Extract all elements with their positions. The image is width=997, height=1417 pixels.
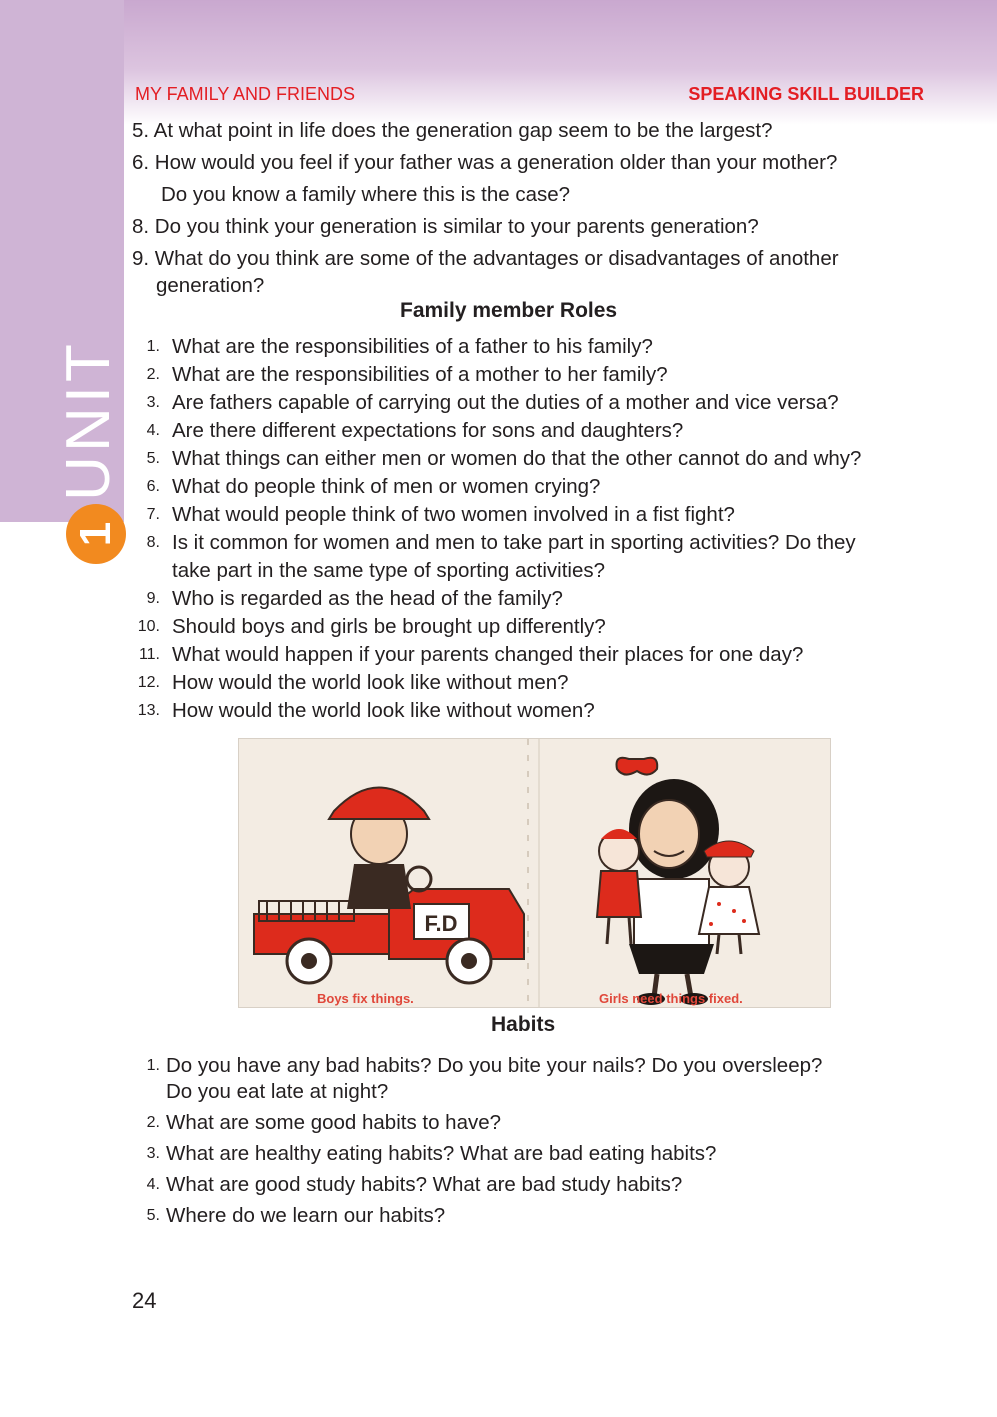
list-item: [132, 670, 932, 698]
list-item-number: 6.: [146, 478, 160, 495]
left-caption: Boys fix things.: [317, 991, 414, 1006]
list-item-number: 10.: [137, 618, 160, 635]
list-item: [132, 698, 932, 726]
list-item-text: Should boys and girls be brought up differently?: [172, 615, 606, 638]
list-item: [132, 418, 932, 446]
cartoon-illustration: [239, 739, 831, 1008]
list-item-continuation: [132, 1079, 932, 1105]
list-item: [132, 1172, 932, 1198]
list-item-number: 9.: [146, 590, 160, 607]
list-item-text: What are the responsibilities of a mother to her family?: [172, 363, 668, 386]
list-item-number: 1.: [146, 338, 160, 355]
list-item: [132, 614, 932, 642]
list-item-number: 13.: [137, 702, 160, 719]
question-item: 8. Do you think your generation is similar to your parents generation?: [132, 215, 759, 238]
list-item: [132, 1203, 932, 1229]
list-item: [132, 530, 932, 558]
list-item-number: 8.: [146, 534, 160, 551]
list-item-text: Are there different expectations for sons and daughters?: [172, 419, 684, 442]
question-continuation: Do you know a family where this is the case?: [161, 183, 571, 206]
list-item-text: What would happen if your parents changed their places for one day?: [172, 643, 804, 666]
question-continuation: generation?: [156, 274, 265, 297]
page-number: 24: [132, 1288, 157, 1313]
list-item: [132, 1110, 932, 1136]
list-item: [132, 446, 932, 474]
list-item-text: Is it common for women and men to take part in sporting activities? Do they: [172, 531, 856, 554]
list-item-number: 11.: [138, 646, 160, 663]
list-item: [132, 1053, 932, 1079]
list-item-number: 2.: [146, 1114, 160, 1131]
girl-with-dolls-drawing: [597, 758, 759, 1005]
list-item-text: How would the world look like without men?: [172, 671, 569, 694]
list-item-text: What would people think of two women involved in a fist fight?: [172, 503, 735, 526]
right-caption: Girls need things fixed.: [599, 991, 743, 1006]
list-item-text: Where do we learn our habits?: [166, 1204, 446, 1227]
list-item-number: 5.: [146, 450, 160, 467]
list-item-text: What do people think of men or women crying?: [172, 475, 601, 498]
list-item-continuation: [132, 558, 932, 586]
header-band: [0, 0, 997, 125]
unit-label: UNIT: [53, 339, 123, 501]
list-item-text: take part in the same type of sporting activities?: [172, 559, 606, 582]
list-item: [132, 1141, 932, 1167]
chapter-title: MY FAMILY AND FRIENDS: [135, 84, 356, 104]
list-item-text: What are good study habits? What are bad study habits?: [166, 1173, 683, 1196]
list-item: [132, 642, 932, 670]
list-item-number: 3.: [146, 1145, 160, 1162]
question-item: 5. At what point in life does the generation gap seem to be the largest?: [132, 119, 773, 142]
list-item-number: 5.: [146, 1207, 160, 1224]
list-item-text: Do you have any bad habits? Do you bite your nails? Do you oversleep?: [166, 1054, 823, 1077]
section-header: SPEAKING SKILL BUILDER: [688, 84, 924, 104]
list-item-number: 4.: [146, 422, 160, 439]
fire-truck-drawing: [254, 788, 524, 984]
gender-roles-illustration: [238, 738, 831, 1008]
question-item: 6. How would you feel if your father was a generation older than your mother?: [132, 151, 838, 174]
list-item-text: Do you eat late at night?: [166, 1080, 389, 1103]
list-item-text: Who is regarded as the head of the family?: [172, 587, 563, 610]
truck-label: F.D: [424, 911, 458, 936]
list-item-text: How would the world look like without women?: [172, 699, 595, 722]
list-item-number: 7.: [146, 506, 160, 523]
list-item-number: 2.: [146, 366, 160, 383]
list-item-number: 4.: [146, 1176, 160, 1193]
list-item-text: Are fathers capable of carrying out the duties of a mother and vice versa?: [172, 391, 839, 414]
list-item: [132, 586, 932, 614]
list-item-text: What are some good habits to have?: [166, 1111, 502, 1134]
list-item: [132, 362, 932, 390]
question-item: 9. What do you think are some of the advantages or disadvantages of another: [132, 247, 839, 270]
list-item: [132, 390, 932, 418]
list-item-text: What are healthy eating habits? What are bad eating habits?: [166, 1142, 717, 1165]
family-roles-title: Family member Roles: [400, 299, 618, 322]
list-item: [132, 334, 932, 362]
list-item: [132, 474, 932, 502]
list-item-text: What things can either men or women do that the other cannot do and why?: [172, 447, 862, 470]
list-item-number: 3.: [146, 394, 160, 411]
list-item-number: 1.: [146, 1057, 160, 1074]
unit-number-badge: 1: [66, 504, 126, 564]
habits-title: Habits: [491, 1013, 556, 1036]
list-item-number: 12.: [137, 674, 160, 691]
list-item-text: What are the responsibilities of a father to his family?: [172, 335, 653, 358]
list-item: [132, 502, 932, 530]
